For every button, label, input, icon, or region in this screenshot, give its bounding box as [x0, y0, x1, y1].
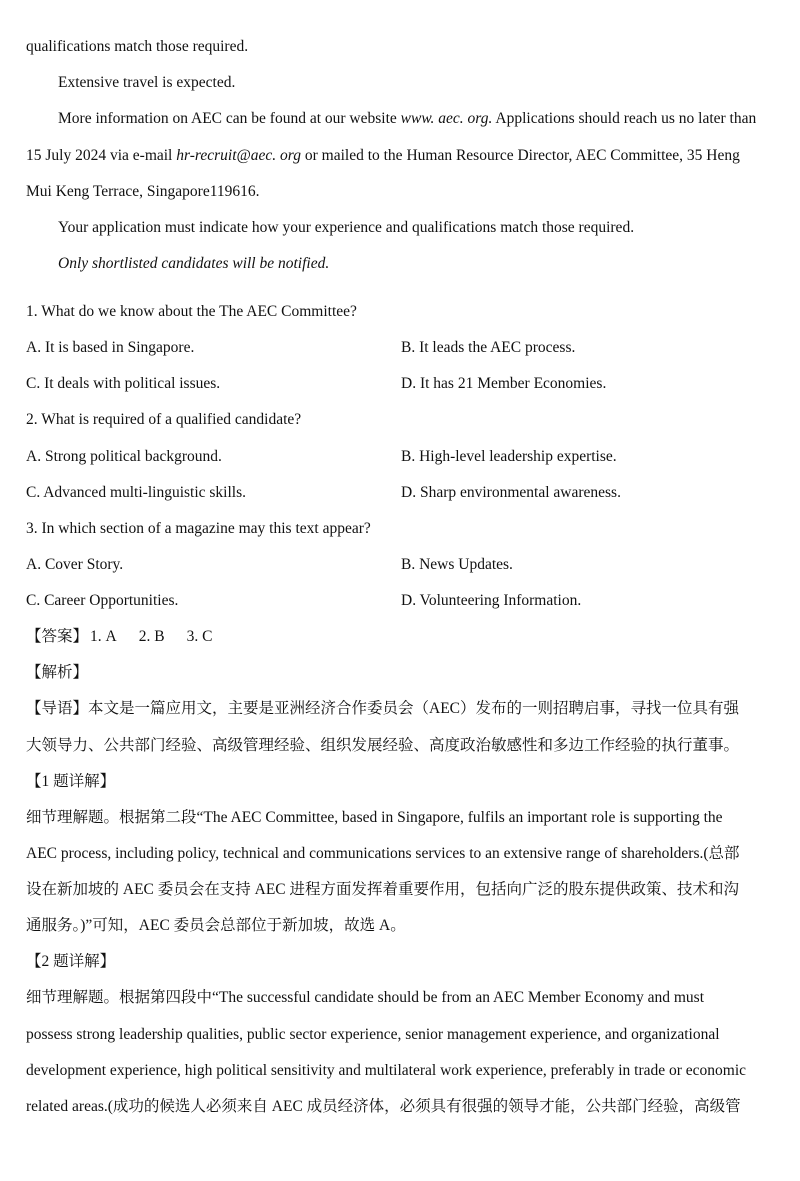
email-address: hr-recruit@aec. org: [176, 147, 301, 164]
info-text: 15 July 2024 via e-mail: [26, 147, 177, 164]
application-paragraph: Your application must indicate how your experience and qualifications match those required.: [58, 219, 635, 236]
q1-detail-label: 【1 题详解】: [26, 773, 116, 790]
option-b: B. News Updates.: [401, 556, 513, 573]
info-paragraph-line-3: Mui Keng Terrace, Singapore119616.: [26, 183, 260, 200]
answer-1: 1. A: [90, 628, 117, 645]
q1-detail-line-4: 通服务。)”可知，AEC 委员会总部位于新加坡，故选 A。: [26, 917, 406, 934]
option-b: B. High-level leadership expertise.: [401, 448, 617, 465]
q2-detail-line-4: related areas.(成功的候选人必须来自 AEC 成员经济体，必须具有很强的领导才能，公共部门经验，高级管: [26, 1098, 741, 1115]
option-c: C. It deals with political issues.: [26, 375, 221, 392]
q2-detail-line-1: 细节理解题。根据第四段中“The successful candidate should be from an AEC Member Economy and must: [26, 989, 704, 1006]
option-b: B. It leads the AEC process.: [401, 339, 576, 356]
answer-2: 2. B: [138, 628, 165, 645]
option-a: A. Cover Story.: [26, 556, 124, 573]
shortlisted-note: Only shortlisted candidates will be notified.: [58, 255, 330, 272]
q2-detail-line-3: development experience, high political sensitivity and multilateral work experience, preferably in trade or economic: [26, 1062, 747, 1079]
answer-label: 【答案】: [26, 628, 89, 645]
intro-line-2: 大领导力、公共部门经验、高级管理经验、组织发展经验、高度政治敏感性和多边工作经验的执行董事。: [26, 737, 740, 754]
q2-detail-line-2: possess strong leadership qualities, public sector experience, senior management experience, and organizational: [26, 1026, 720, 1043]
option-d: D. Sharp environmental awareness.: [401, 484, 621, 501]
answer-3: 3. C: [186, 628, 213, 645]
intro-line-1: 【导语】本文是一篇应用文，主要是亚洲经济合作委员会（AEC）发布的一则招聘启事，寻找一位具有强: [26, 700, 740, 717]
website-url: www. aec. org.: [400, 110, 493, 127]
option-c: C. Career Opportunities.: [26, 592, 179, 609]
info-paragraph-line-1: [58, 109, 756, 129]
q1-detail-line-2: AEC process, including policy, technical and communications services to an extensive range of shareholders.(总部: [26, 845, 740, 862]
info-text: or mailed to the Human Resource Director, AEC Committee, 35 Heng: [300, 147, 740, 164]
question-stem: 1. What do we know about the The AEC Committee?: [26, 303, 357, 320]
option-a: A. Strong political background.: [26, 448, 222, 465]
option-d: D. Volunteering Information.: [401, 592, 582, 609]
answer-line: [26, 627, 234, 647]
passage-line: qualifications match those required.: [26, 38, 249, 55]
info-paragraph-line-2: [26, 146, 740, 166]
question-stem: 3. In which section of a magazine may this text appear?: [26, 520, 371, 537]
analysis-label: 【解析】: [26, 664, 89, 681]
option-a: A. It is based in Singapore.: [26, 339, 195, 356]
option-d: D. It has 21 Member Economies.: [401, 375, 607, 392]
question-stem: 2. What is required of a qualified candidate?: [26, 411, 302, 428]
q1-detail-line-3: 设在新加坡的 AEC 委员会在支持 AEC 进程方面发挥着重要作用，包括向广泛的股东提供政策、技术和沟: [26, 881, 740, 898]
q2-detail-label: 【2 题详解】: [26, 953, 116, 970]
info-text: Applications should reach us no later than: [492, 110, 757, 127]
option-c: C. Advanced multi-linguistic skills.: [26, 484, 247, 501]
q1-detail-line-1: 细节理解题。根据第二段“The AEC Committee, based in Singapore, fulfils an important role is supporting the: [26, 809, 723, 826]
info-text: More information on AEC can be found at our website: [58, 110, 401, 127]
travel-paragraph: Extensive travel is expected.: [58, 74, 236, 91]
